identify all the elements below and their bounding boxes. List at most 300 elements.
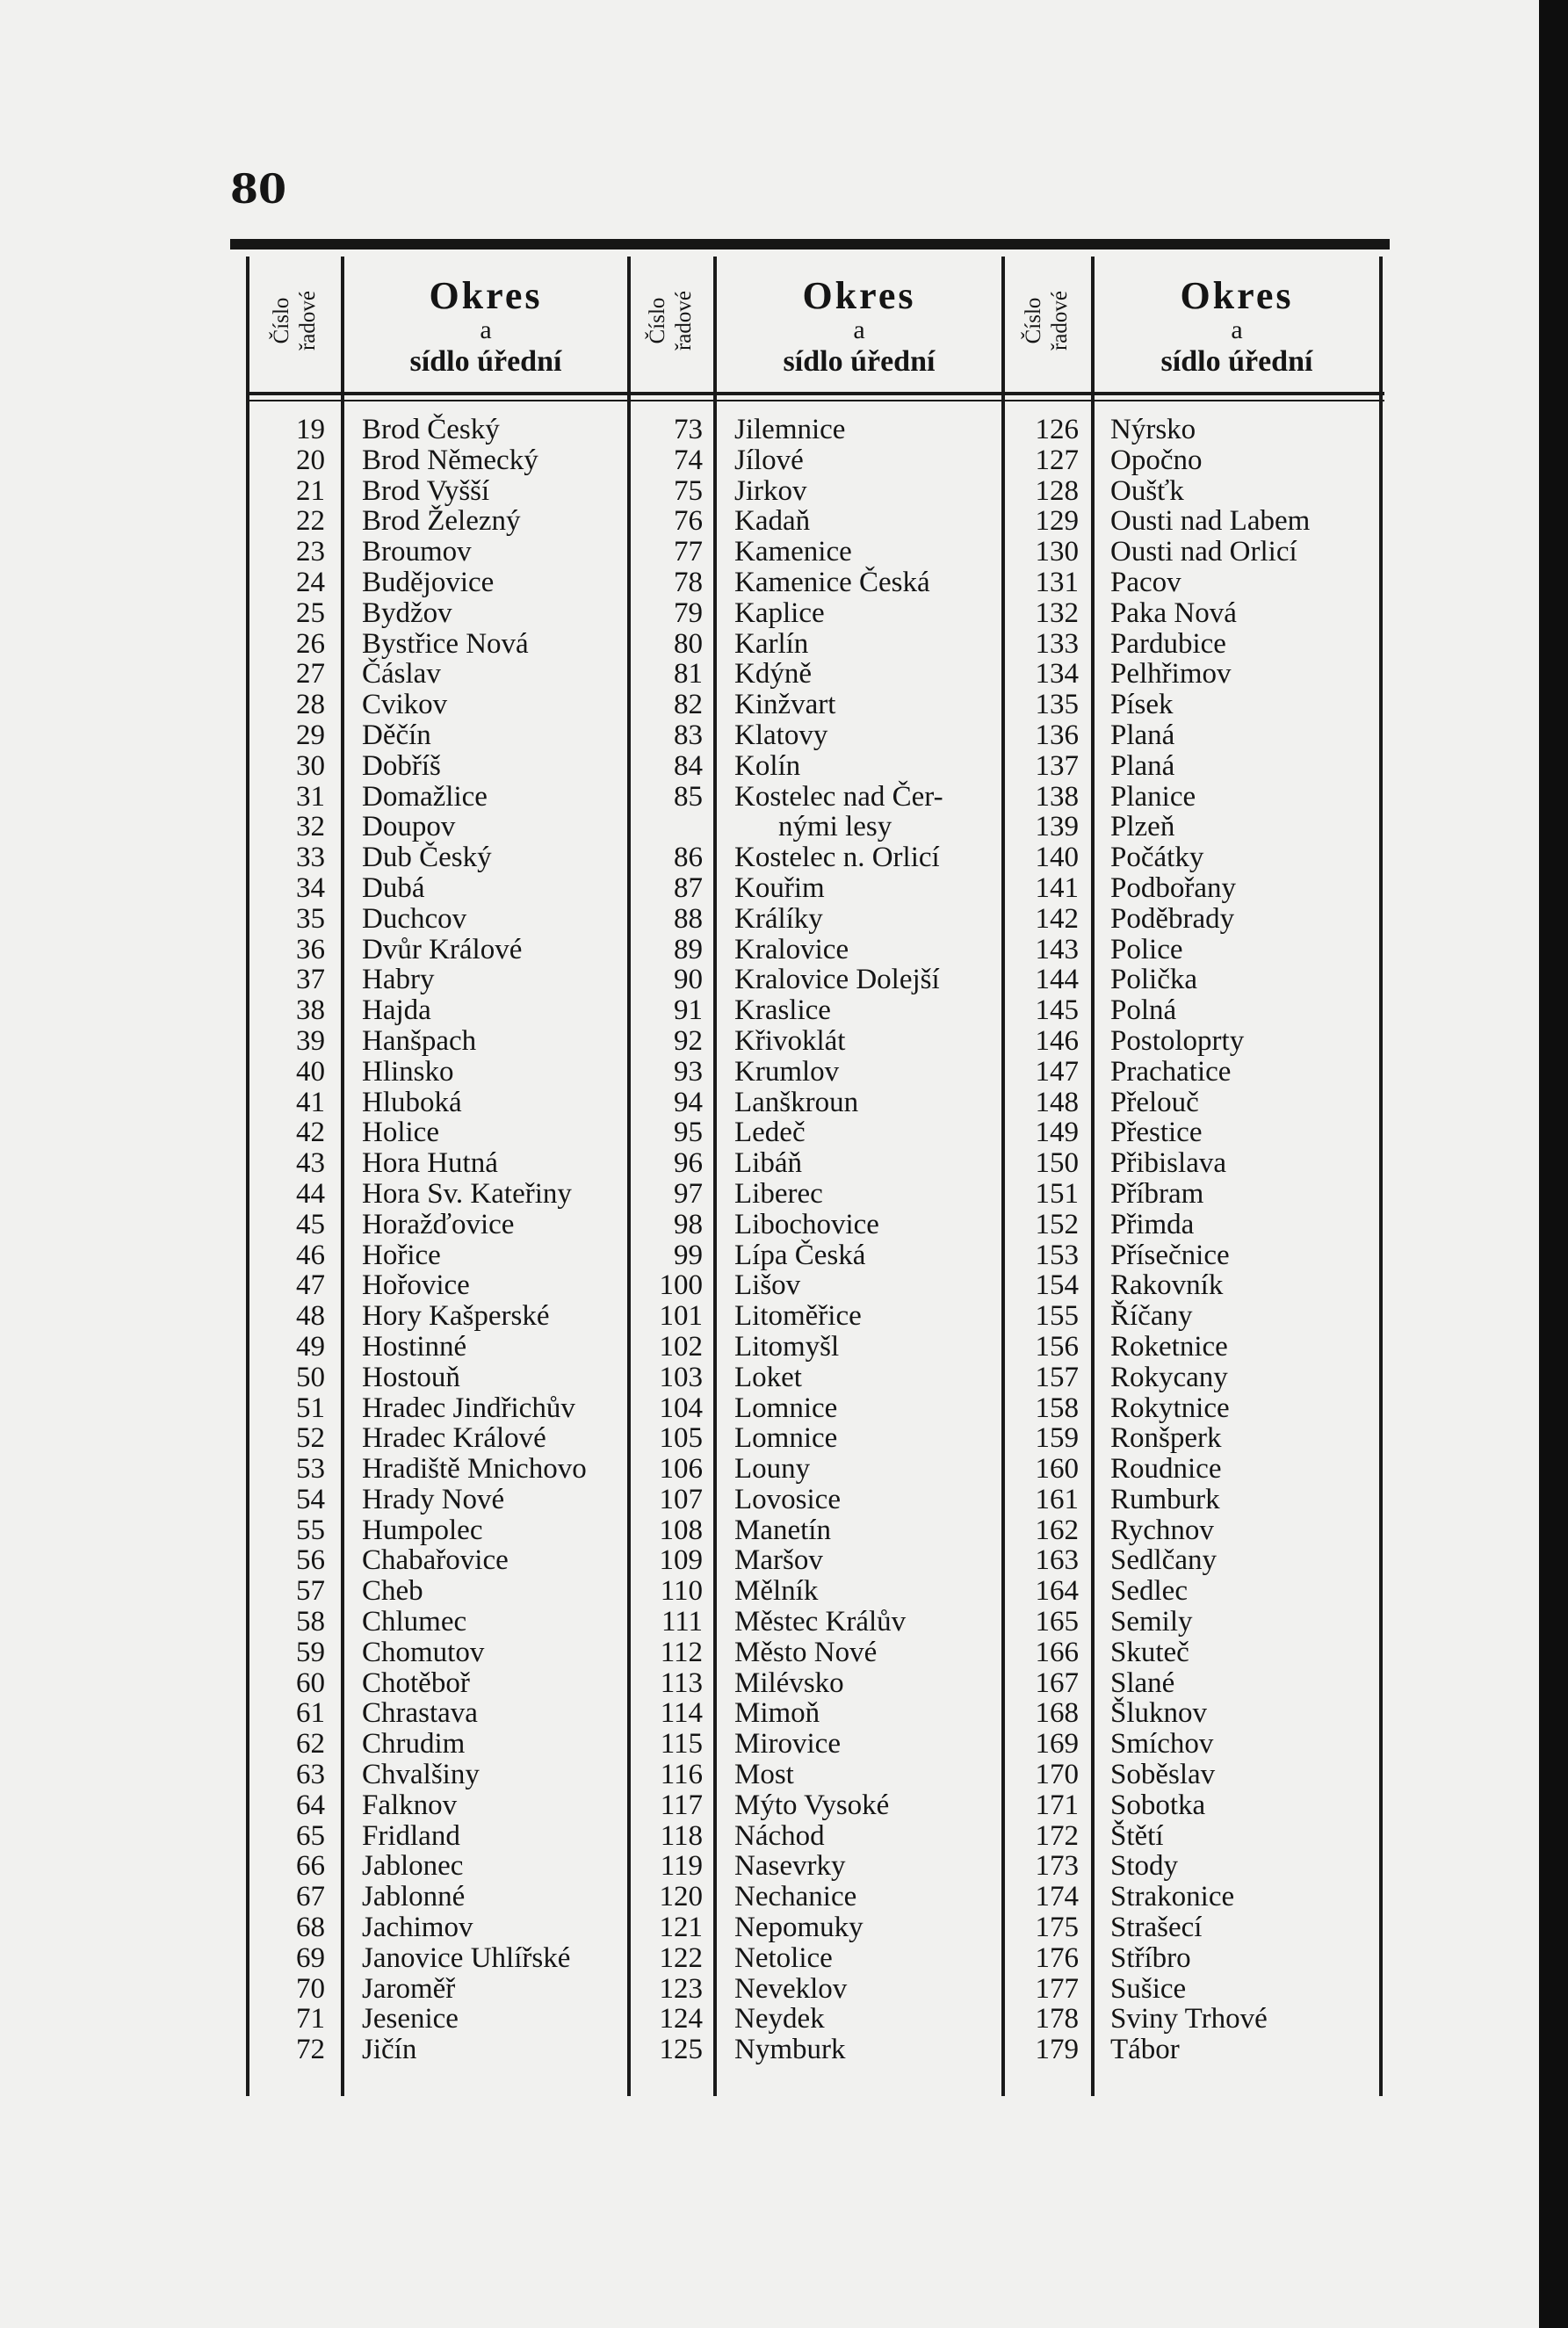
district-header [344, 276, 627, 380]
table-rule [1091, 257, 1095, 2096]
row-number: 38 [296, 994, 325, 1027]
district-name: Doupov [362, 811, 456, 843]
district-name: Soběslav [1110, 1759, 1216, 1791]
row-number: 80 [674, 627, 703, 660]
district-name: Přimda [1110, 1208, 1195, 1240]
district-name: Stříbro [1110, 1941, 1191, 1974]
district-name: Krumlov [734, 1055, 840, 1088]
district-name: Hora Hutná [362, 1147, 498, 1180]
district-name: nými lesy [778, 811, 892, 843]
district-header-title: Okres [429, 274, 543, 317]
row-number: 149 [1035, 1117, 1079, 1149]
district-name: Holice [362, 1117, 439, 1149]
row-number: 86 [674, 842, 703, 874]
district-name: Kadaň [734, 505, 811, 538]
top-rule [230, 239, 1390, 249]
district-name: Lípa Česká [734, 1239, 866, 1271]
district-header [717, 276, 1001, 380]
row-number: 84 [674, 749, 703, 782]
row-number: 102 [659, 1330, 703, 1363]
row-number: 123 [659, 1972, 703, 2005]
district-name: Kamenice Česká [734, 566, 930, 598]
district-name: Hanšpach [362, 1024, 477, 1057]
district-name: Kaplice [734, 596, 825, 629]
row-number: 53 [296, 1453, 325, 1486]
district-name: Horažďovice [362, 1208, 515, 1240]
row-number: 155 [1035, 1300, 1079, 1333]
district-name: Jablonec [362, 1850, 464, 1883]
row-number: 92 [674, 1024, 703, 1057]
district-name: Hradec Jindřichův [362, 1392, 575, 1424]
row-number: 170 [1035, 1759, 1079, 1791]
row-number: 71 [296, 2003, 325, 2035]
district-name: Říčany [1110, 1300, 1193, 1333]
district-name: Lanškroun [734, 1086, 859, 1118]
number-header [257, 265, 334, 375]
district-name: Brod Německý [362, 444, 538, 476]
district-name: Rakovník [1110, 1269, 1224, 1302]
district-name: Budějovice [362, 566, 495, 598]
row-number: 28 [296, 689, 325, 721]
row-number: 174 [1035, 1881, 1079, 1913]
district-name: Chlumec [362, 1606, 467, 1638]
row-number: 20 [296, 444, 325, 476]
district-name: Chomutov [362, 1636, 485, 1668]
row-number: 115 [660, 1728, 703, 1760]
district-name: Manetín [734, 1514, 831, 1546]
district-name: Přestice [1110, 1117, 1203, 1149]
number-header-line1: Číslo [646, 297, 669, 343]
district-name: Jesenice [362, 2003, 459, 2035]
district-name: Mělník [734, 1575, 819, 1608]
row-number: 96 [674, 1147, 703, 1180]
number-column [1008, 415, 1079, 2065]
district-name: Libáň [734, 1147, 802, 1180]
district-name: Dub Český [362, 842, 492, 874]
row-number: 89 [674, 933, 703, 965]
row-number: 136 [1035, 719, 1079, 751]
row-number: 100 [659, 1269, 703, 1302]
row-number: 172 [1035, 1819, 1079, 1852]
row-number: 82 [674, 689, 703, 721]
district-name: Příbram [1110, 1177, 1204, 1210]
district-name: Poděbrady [1110, 902, 1235, 935]
row-number: 57 [296, 1575, 325, 1608]
row-number: 69 [296, 1941, 325, 1974]
district-name: Štětí [1110, 1819, 1164, 1852]
district-name: Janovice Uhlířské [362, 1941, 571, 1974]
row-number: 76 [674, 505, 703, 538]
row-number: 47 [296, 1269, 325, 1302]
district-name: Nymburk [734, 2034, 846, 2066]
row-number: 83 [674, 719, 703, 751]
district-name: Lomnice [734, 1392, 838, 1424]
district-table [246, 257, 1384, 2096]
row-number: 162 [1035, 1514, 1079, 1546]
row-number: 150 [1035, 1147, 1079, 1180]
row-number: 140 [1035, 842, 1079, 874]
district-name: Počátky [1110, 842, 1204, 874]
number-column [255, 415, 325, 2065]
district-name: Rumburk [1110, 1483, 1220, 1515]
district-name: Nechanice [734, 1881, 857, 1913]
district-name: Ledeč [734, 1117, 806, 1149]
district-name: Městec Králův [734, 1606, 907, 1638]
number-header [632, 265, 710, 375]
number-header-line2: řadové [1048, 290, 1072, 351]
district-name: Ousti nad Orlicí [1110, 536, 1297, 568]
row-number: 171 [1035, 1789, 1079, 1821]
district-name: Paka Nová [1110, 596, 1237, 629]
district-name: Sobotka [1110, 1789, 1206, 1821]
district-name: Čáslav [362, 658, 441, 690]
row-number: 122 [659, 1941, 703, 1974]
district-name: Nepomuky [734, 1912, 863, 1944]
row-number: 121 [659, 1912, 703, 1944]
district-name: Loket [734, 1361, 802, 1393]
table-rule [627, 257, 631, 2096]
district-name: Ronšperk [1110, 1422, 1222, 1455]
row-number: 90 [674, 964, 703, 996]
row-number: 61 [296, 1697, 325, 1730]
district-name: Lišov [734, 1269, 801, 1302]
district-name: Duchcov [362, 902, 467, 935]
number-header [1008, 265, 1086, 375]
district-name: Kralovice [734, 933, 849, 965]
row-number: 45 [296, 1208, 325, 1240]
row-number: 91 [674, 994, 703, 1027]
district-name: Hořovice [362, 1269, 470, 1302]
district-name: Netolice [734, 1941, 833, 1974]
district-name: Opočno [1110, 444, 1203, 476]
district-name: Hostouň [362, 1361, 460, 1393]
district-name: Hostinné [362, 1330, 467, 1363]
row-number: 175 [1035, 1912, 1079, 1944]
district-name: Falknov [362, 1789, 458, 1821]
district-name: Jilemnice [734, 414, 846, 445]
row-number: 165 [1035, 1606, 1079, 1638]
row-number: 133 [1035, 627, 1079, 660]
row-number: 39 [296, 1024, 325, 1057]
district-name: Lomnice [734, 1422, 838, 1455]
row-number: 142 [1035, 902, 1079, 935]
row-number: 37 [296, 964, 325, 996]
row-number: 97 [674, 1177, 703, 1210]
row-number: 68 [296, 1912, 325, 1944]
district-name: Králíky [734, 902, 823, 935]
row-number: 153 [1035, 1239, 1079, 1271]
row-number: 176 [1035, 1941, 1079, 1974]
row-number: 33 [296, 842, 325, 874]
row-number: 59 [296, 1636, 325, 1668]
district-name: Město Nové [734, 1636, 878, 1668]
row-number: 112 [660, 1636, 703, 1668]
row-number: 152 [1035, 1208, 1079, 1240]
district-name: Jablonné [362, 1881, 466, 1913]
row-number: 126 [1035, 414, 1079, 445]
district-name: Sedlec [1110, 1575, 1188, 1608]
district-header [1095, 276, 1379, 380]
district-name: Chabařovice [362, 1544, 509, 1577]
row-number: 35 [296, 902, 325, 935]
table-rule [341, 257, 344, 2096]
row-number: 34 [296, 871, 325, 904]
district-column [1110, 415, 1377, 2065]
row-number: 99 [674, 1239, 703, 1271]
row-number: 74 [674, 444, 703, 476]
district-name: Dvůr Králové [362, 933, 523, 965]
district-name: Rychnov [1110, 1514, 1214, 1546]
district-name: Jachimov [362, 1912, 473, 1944]
row-number: 116 [660, 1759, 703, 1791]
row-number: 24 [296, 566, 325, 598]
district-column [734, 415, 998, 2065]
district-name: Broumov [362, 536, 472, 568]
row-number: 110 [660, 1575, 703, 1608]
district-name: Rokytnice [1110, 1392, 1230, 1424]
district-name: Planá [1110, 719, 1175, 751]
row-number: 55 [296, 1514, 325, 1546]
page-number: 80 [230, 165, 287, 213]
number-header-line1: Číslo [1022, 297, 1045, 343]
number-header-line2: řadové [296, 290, 320, 351]
row-number: 36 [296, 933, 325, 965]
row-number: 101 [659, 1300, 703, 1333]
row-number: 58 [296, 1606, 325, 1638]
district-name: Roudnice [1110, 1453, 1222, 1486]
row-number: 147 [1035, 1055, 1079, 1088]
district-name: Písek [1110, 689, 1174, 721]
district-name: Náchod [734, 1819, 825, 1852]
district-name: Přelouč [1110, 1086, 1199, 1118]
district-name: Přibislava [1110, 1147, 1226, 1180]
district-header-conjunction: a [853, 315, 865, 344]
row-number: 113 [660, 1666, 703, 1699]
district-header-subtitle: sídlo úřední [1160, 345, 1313, 378]
row-number: 25 [296, 596, 325, 629]
district-name: Karlín [734, 627, 809, 660]
row-number: 31 [296, 780, 325, 813]
district-name: Bydžov [362, 596, 452, 629]
row-number: 27 [296, 658, 325, 690]
row-number: 145 [1035, 994, 1079, 1027]
row-number: 98 [674, 1208, 703, 1240]
district-name: Mimoň [734, 1697, 820, 1730]
row-number: 49 [296, 1330, 325, 1363]
district-name: Prachatice [1110, 1055, 1232, 1088]
district-name: Louny [734, 1453, 811, 1486]
district-name: Kralovice Dolejší [734, 964, 940, 996]
district-name: Litomyšl [734, 1330, 840, 1363]
district-column [362, 415, 625, 2065]
district-name: Litoměřice [734, 1300, 862, 1333]
district-name: Chrastava [362, 1697, 478, 1730]
number-header-line2: řadové [672, 290, 696, 351]
row-number: 42 [296, 1117, 325, 1149]
row-number: 81 [674, 658, 703, 690]
district-name: Nýrsko [1110, 414, 1196, 445]
row-number: 41 [296, 1086, 325, 1118]
row-number: 156 [1035, 1330, 1079, 1363]
row-number: 66 [296, 1850, 325, 1883]
district-name: Hajda [362, 994, 431, 1027]
district-name: Libochovice [734, 1208, 879, 1240]
district-name: Jirkov [734, 474, 807, 507]
row-number: 70 [296, 1972, 325, 2005]
district-header-subtitle: sídlo úřední [783, 345, 936, 378]
table-rule [713, 257, 717, 2096]
district-name: Sedlčany [1110, 1544, 1217, 1577]
district-header-conjunction: a [480, 315, 492, 344]
row-number: 139 [1035, 811, 1079, 843]
district-name: Šluknov [1110, 1697, 1208, 1730]
district-header-title: Okres [802, 274, 916, 317]
row-number: 124 [659, 2003, 703, 2035]
row-number: 50 [296, 1361, 325, 1393]
district-name: Kouřim [734, 871, 825, 904]
row-number: 164 [1035, 1575, 1079, 1608]
row-number: 161 [1035, 1483, 1079, 1515]
row-number: 44 [296, 1177, 325, 1210]
row-number: 63 [296, 1759, 325, 1791]
row-number: 21 [296, 474, 325, 507]
row-number: 144 [1035, 964, 1079, 996]
district-name: Most [734, 1759, 794, 1791]
scan-edge [1539, 0, 1568, 2328]
district-name: Cheb [362, 1575, 423, 1608]
district-name: Pelhřimov [1110, 658, 1232, 690]
row-number: 60 [296, 1666, 325, 1699]
row-number: 120 [659, 1881, 703, 1913]
district-name: Brod Vyšší [362, 474, 490, 507]
district-name: Kamenice [734, 536, 852, 568]
row-number: 72 [296, 2034, 325, 2066]
row-number: 78 [674, 566, 703, 598]
row-number: 177 [1035, 1972, 1079, 2005]
district-name: Polička [1110, 964, 1197, 996]
district-name: Kolín [734, 749, 801, 782]
row-number: 40 [296, 1055, 325, 1088]
district-name: Sviny Trhové [1110, 2003, 1268, 2035]
district-name: Slané [1110, 1666, 1175, 1699]
row-number: 173 [1035, 1850, 1079, 1883]
row-number: 64 [296, 1789, 325, 1821]
district-name: Hlinsko [362, 1055, 454, 1088]
row-number: 159 [1035, 1422, 1079, 1455]
district-name: Hory Kašperské [362, 1300, 550, 1333]
row-number: 62 [296, 1728, 325, 1760]
district-name: Brod Železný [362, 505, 521, 538]
district-name: Skuteč [1110, 1636, 1189, 1668]
district-name: Kostelec nad Čer- [734, 780, 943, 813]
district-name: Ousti nad Labem [1110, 505, 1311, 538]
row-number: 134 [1035, 658, 1079, 690]
district-name: Plzeň [1110, 811, 1175, 843]
row-number: 146 [1035, 1024, 1079, 1057]
row-number: 169 [1035, 1728, 1079, 1760]
row-number: 114 [660, 1697, 703, 1730]
row-number: 141 [1035, 871, 1079, 904]
district-name: Jaroměř [362, 1972, 456, 2005]
district-name: Hluboká [362, 1086, 462, 1118]
table-rule [1379, 257, 1383, 2096]
row-number: 127 [1035, 444, 1079, 476]
row-number: 93 [674, 1055, 703, 1088]
row-number: 119 [660, 1850, 703, 1883]
district-name: Roketnice [1110, 1330, 1228, 1363]
district-name: Kraslice [734, 994, 831, 1027]
district-name: Chotěboř [362, 1666, 470, 1699]
row-number: 103 [659, 1361, 703, 1393]
district-name: Smíchov [1110, 1728, 1214, 1760]
row-number: 128 [1035, 474, 1079, 507]
header-rule [246, 400, 1384, 401]
row-number: 137 [1035, 749, 1079, 782]
row-number: 73 [674, 414, 703, 445]
district-name: Humpolec [362, 1514, 483, 1546]
district-name: Liberec [734, 1177, 823, 1210]
row-number: 52 [296, 1422, 325, 1455]
row-number: 87 [674, 871, 703, 904]
row-number: 129 [1035, 505, 1079, 538]
district-name: Bystřice Nová [362, 627, 529, 660]
row-number: 105 [659, 1422, 703, 1455]
row-number: 75 [674, 474, 703, 507]
district-name: Neveklov [734, 1972, 848, 2005]
row-number: 26 [296, 627, 325, 660]
table-rule [1001, 257, 1005, 2096]
row-number: 56 [296, 1544, 325, 1577]
row-number: 131 [1035, 566, 1079, 598]
row-number: 32 [296, 811, 325, 843]
row-number: 65 [296, 1819, 325, 1852]
row-number: 85 [674, 780, 703, 813]
row-number: 168 [1035, 1697, 1079, 1730]
district-name: Křivoklát [734, 1024, 846, 1057]
district-name: Semily [1110, 1606, 1193, 1638]
district-name: Tábor [1110, 2034, 1180, 2066]
district-name: Maršov [734, 1544, 823, 1577]
row-number: 22 [296, 505, 325, 538]
district-name: Oušťk [1110, 474, 1184, 507]
district-name: Kinžvart [734, 689, 836, 721]
row-number [632, 812, 703, 842]
district-name: Polná [1110, 994, 1177, 1027]
row-number: 167 [1035, 1666, 1079, 1699]
row-number: 125 [659, 2034, 703, 2066]
district-name: Podbořany [1110, 871, 1236, 904]
row-number: 148 [1035, 1086, 1079, 1118]
row-number: 143 [1035, 933, 1079, 965]
row-number: 67 [296, 1881, 325, 1913]
district-name: Chvalšiny [362, 1759, 480, 1791]
district-name: Fridland [362, 1819, 460, 1852]
district-name: Planá [1110, 749, 1175, 782]
row-number: 158 [1035, 1392, 1079, 1424]
row-number: 130 [1035, 536, 1079, 568]
table-rule [246, 257, 249, 2096]
district-name: Kostelec n. Orlicí [734, 842, 940, 874]
district-name: Hora Sv. Kateřiny [362, 1177, 572, 1210]
district-header-title: Okres [1180, 274, 1294, 317]
row-number: 138 [1035, 780, 1079, 813]
row-number: 46 [296, 1239, 325, 1271]
row-number: 88 [674, 902, 703, 935]
district-name: Strakonice [1110, 1881, 1235, 1913]
row-number: 109 [659, 1544, 703, 1577]
row-number: 79 [674, 596, 703, 629]
row-number: 29 [296, 719, 325, 751]
